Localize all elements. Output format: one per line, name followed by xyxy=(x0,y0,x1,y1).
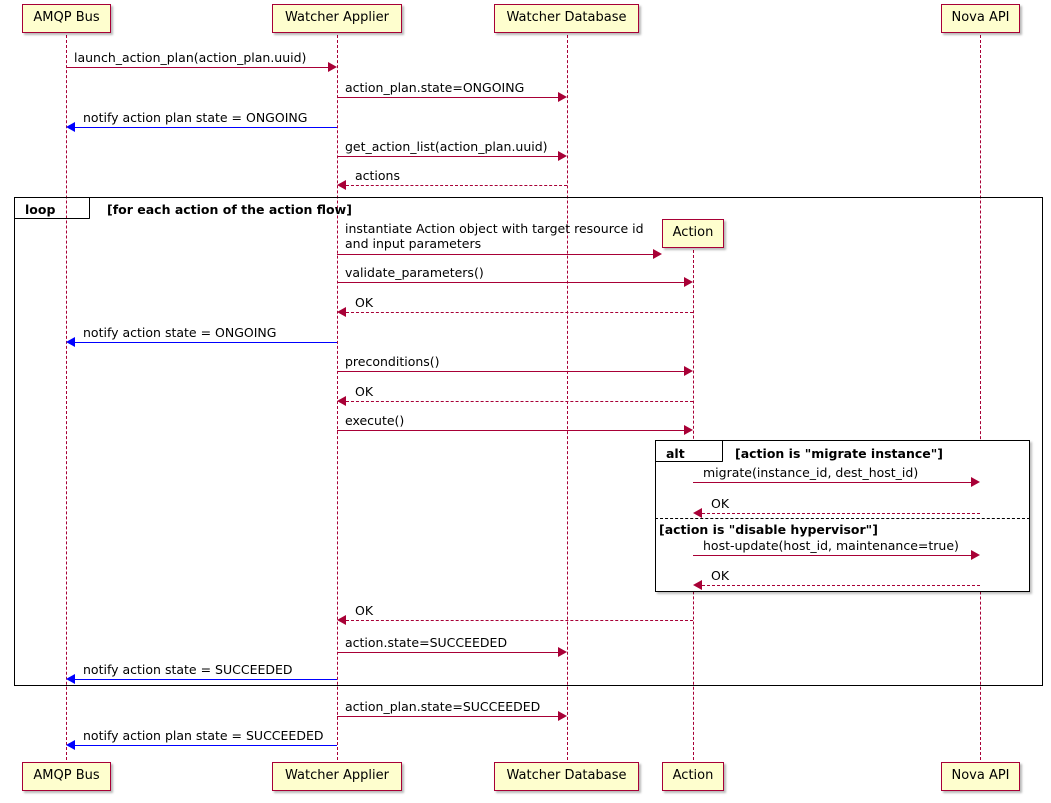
message-label-m13: migrate(instance_id, dest_host_id) xyxy=(703,465,919,480)
alt-fragment-condition: [action is "migrate instance"] xyxy=(735,446,943,461)
message-label-m15: host-update(host_id, maintenance=true) xyxy=(703,538,959,553)
message-arrow-m10 xyxy=(337,371,685,372)
message-label-m12: execute() xyxy=(345,413,405,428)
participant-amqp-top[interactable]: AMQP Bus xyxy=(22,4,111,33)
participant-nova-bottom[interactable]: Nova API xyxy=(941,762,1020,791)
participant-db-bottom[interactable]: Watcher Database xyxy=(494,762,639,791)
arrowhead-m14 xyxy=(693,508,702,518)
arrowhead-m2 xyxy=(558,92,567,102)
message-label-m14: OK xyxy=(711,496,730,511)
message-arrow-m19 xyxy=(75,679,337,680)
message-label-m8: OK xyxy=(355,295,374,310)
message-label-m7: validate_parameters() xyxy=(345,265,484,280)
arrowhead-m4 xyxy=(558,151,567,161)
message-arrow-m11 xyxy=(346,401,693,402)
alt-fragment-operator: alt xyxy=(666,446,685,461)
message-label-m19: notify action state = SUCCEEDED xyxy=(83,662,293,677)
message-arrow-m18 xyxy=(337,652,559,653)
participant-applier-top[interactable]: Watcher Applier xyxy=(272,4,402,33)
message-arrow-m12 xyxy=(337,430,685,431)
participant-action-created[interactable]: Action xyxy=(662,219,724,248)
message-arrow-m21 xyxy=(75,745,337,746)
arrowhead-m1 xyxy=(328,62,337,72)
message-label-m21: notify action plan state = SUCCEEDED xyxy=(83,728,324,743)
arrowhead-m5 xyxy=(337,180,346,190)
arrowhead-m10 xyxy=(684,366,693,376)
message-arrow-m9 xyxy=(75,342,337,343)
arrowhead-m17 xyxy=(337,615,346,625)
alt-fragment-divider xyxy=(655,518,1030,519)
participant-amqp-bottom[interactable]: AMQP Bus xyxy=(22,762,111,791)
loop-fragment-condition: [for each action of the action flow] xyxy=(107,202,352,217)
message-label-m17: OK xyxy=(355,603,374,618)
arrowhead-m7 xyxy=(684,277,693,287)
participant-action-bottom[interactable]: Action xyxy=(662,762,724,791)
message-label-m9: notify action state = ONGOING xyxy=(83,325,277,340)
participant-db-top[interactable]: Watcher Database xyxy=(494,4,639,33)
message-label-m4: get_action_list(action_plan.uuid) xyxy=(345,139,548,154)
arrowhead-m21 xyxy=(66,740,75,750)
message-label-m18: action.state=SUCCEEDED xyxy=(345,635,508,650)
message-arrow-m17 xyxy=(346,620,693,621)
message-arrow-m6 xyxy=(337,254,653,255)
arrowhead-m15 xyxy=(971,550,980,560)
message-arrow-m16 xyxy=(702,585,980,586)
arrowhead-m11 xyxy=(337,396,346,406)
message-label-m1: launch_action_plan(action_plan.uuid) xyxy=(74,50,307,65)
participant-nova-top[interactable]: Nova API xyxy=(941,4,1020,33)
arrowhead-m9 xyxy=(66,337,75,347)
message-arrow-m8 xyxy=(346,312,693,313)
arrowhead-m18 xyxy=(558,647,567,657)
message-arrow-m4 xyxy=(337,156,559,157)
alt-fragment-else-condition: [action is "disable hypervisor"] xyxy=(659,522,878,537)
message-arrow-m15 xyxy=(693,555,971,556)
message-label-m20: action_plan.state=SUCCEEDED xyxy=(345,699,541,714)
arrowhead-m20 xyxy=(558,711,567,721)
message-label-m10: preconditions() xyxy=(345,354,440,369)
message-label-m3: notify action plan state = ONGOING xyxy=(83,110,308,125)
message-arrow-m13 xyxy=(693,482,971,483)
arrowhead-m3 xyxy=(66,122,75,132)
message-arrow-m1 xyxy=(66,67,328,68)
message-label-m11: OK xyxy=(355,384,374,399)
participant-applier-bottom[interactable]: Watcher Applier xyxy=(272,762,402,791)
message-label-m6: instantiate Action object with target resource id and input parameters xyxy=(345,221,644,251)
message-arrow-m2 xyxy=(337,97,559,98)
message-label-m16: OK xyxy=(711,568,730,583)
message-arrow-m3 xyxy=(75,127,337,128)
message-arrow-m7 xyxy=(337,282,685,283)
message-arrow-m5 xyxy=(346,185,567,186)
message-label-m2: action_plan.state=ONGOING xyxy=(345,80,525,95)
arrowhead-m8 xyxy=(337,307,346,317)
arrowhead-m12 xyxy=(684,425,693,435)
arrowhead-m16 xyxy=(693,580,702,590)
loop-fragment-operator: loop xyxy=(25,202,56,217)
arrowhead-m19 xyxy=(66,674,75,684)
arrowhead-m13 xyxy=(971,477,980,487)
message-arrow-m20 xyxy=(337,716,559,717)
message-arrow-m14 xyxy=(702,513,980,514)
message-label-m5: actions xyxy=(355,168,400,183)
arrowhead-m6 xyxy=(653,249,662,259)
